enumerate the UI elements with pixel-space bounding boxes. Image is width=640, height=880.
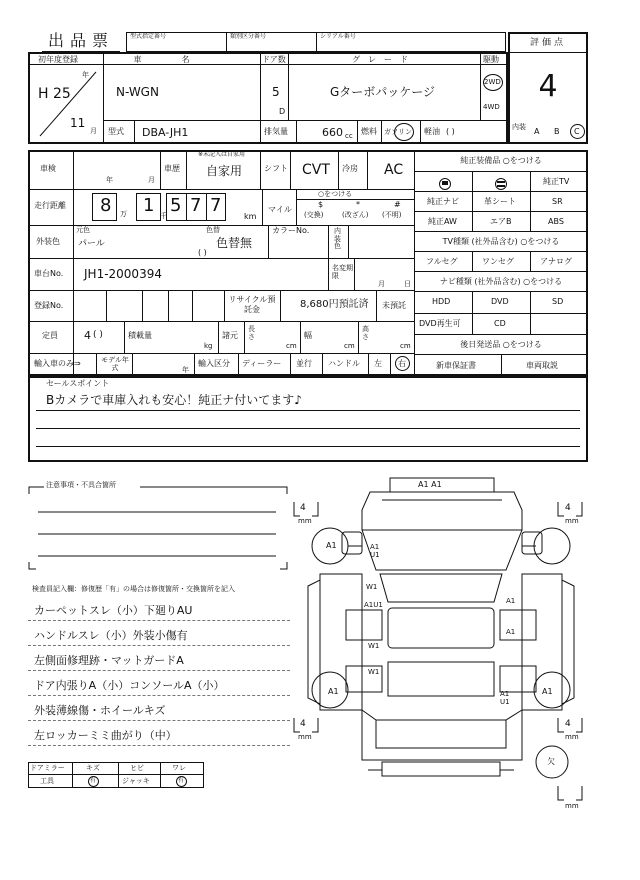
model-year-suffix: 年 — [182, 366, 189, 374]
equip-genuine-tv: 純正TV — [543, 177, 570, 186]
doors-label: ドア数 — [262, 55, 286, 64]
mileage-sen: 千 — [160, 212, 167, 220]
jack-value: 有 — [178, 777, 185, 784]
tamper-label: (改ざん) — [342, 211, 369, 219]
month-suffix: 月 — [90, 127, 97, 135]
fuel-bracket: ( ) — [446, 127, 455, 136]
damage-front-left-wheel: A1 — [326, 541, 337, 550]
tire-front-left-mm: mm — [298, 517, 312, 525]
grade: Gターボパッケージ — [330, 85, 436, 99]
tire-front-left: 4 — [300, 503, 306, 513]
doors: 5 — [272, 85, 280, 99]
cooler: AC — [384, 162, 404, 178]
inspection-year: 年 — [106, 176, 113, 184]
car-damage-diagram — [290, 470, 590, 830]
original-color-label: 元色 — [76, 226, 90, 234]
interior-b: B — [554, 127, 560, 136]
tools-header-break: ワレ — [172, 764, 186, 772]
original-color: パール — [78, 239, 105, 249]
equip-aw: 純正AW — [428, 217, 457, 226]
damage-top: A1 A1 — [418, 480, 442, 489]
history-note: ※未記入は自家用 — [198, 151, 246, 158]
tamper-mark: * — [356, 200, 360, 209]
category-number-label: 類別区分番号 — [230, 33, 267, 40]
tools-header-scratch: キズ — [86, 764, 100, 772]
interior-a: A — [534, 127, 540, 136]
equip-abs: ABS — [548, 217, 564, 226]
sales-point-text: Bカメラで車庫入れも安心！純正ナ付いてます♪ — [46, 393, 302, 407]
mileage-digit: 7 — [210, 195, 222, 216]
tools-value: 有 — [90, 777, 97, 784]
damage-w1-a: W1 — [366, 583, 378, 591]
damage-front-left: A1 U1 — [370, 543, 380, 560]
capacity-bracket: ( ) — [93, 330, 103, 340]
tire-rear-left-mm: mm — [298, 733, 312, 741]
tire-rear-left: 4 — [300, 719, 306, 729]
swap-mark: $ — [318, 200, 324, 209]
chassis-label: 車台No. — [34, 269, 64, 278]
tv-label: TV種類 (社外品含む) ○をつける — [442, 237, 560, 246]
tv-analog: アナログ — [540, 257, 572, 266]
recycle-amount: 8,680円預託済 — [300, 299, 369, 310]
inspector-line: ハンドルスレ（小）外装小傷有 — [34, 629, 188, 642]
roof-rail-icon — [494, 175, 508, 194]
navi-hdd: HDD — [432, 297, 451, 306]
grade-label: グレード — [352, 55, 416, 64]
height-label: 高さ — [362, 325, 369, 341]
inspection-month: 月 — [148, 176, 155, 184]
color-bracket: ( ) — [198, 248, 207, 257]
inspection-label: 車検 — [40, 164, 56, 173]
reg-no-label: 登録No. — [34, 301, 64, 310]
mileage-digit: 7 — [190, 195, 202, 216]
page-title: 出品票 — [48, 31, 115, 50]
later-label: 後日発送品 ○をつける — [460, 340, 542, 349]
first-reg-year: H 25 — [38, 86, 71, 102]
inspector-line: 外装薄線傷・ホイールキズ — [34, 704, 166, 717]
damage-w1-b: W1 — [368, 642, 380, 650]
navi-dvd: DVD — [491, 297, 509, 306]
history: 自家用 — [206, 164, 243, 178]
drive-label: 駆動 — [483, 55, 499, 64]
mileage-man: 万 — [120, 210, 127, 218]
damage-a1u1: A1U1 — [364, 601, 383, 609]
score-value: 4 — [538, 69, 558, 104]
drive-2wd: 2WD — [484, 78, 501, 86]
equip-genuine-navi: 純正ナビ — [427, 197, 459, 206]
jack-label: ジャッキ — [122, 777, 150, 785]
damage-right-rear-door: A1 — [506, 628, 516, 636]
fuel-gas: ガソリン — [384, 128, 412, 136]
navi-label: ナビ種類 (社外品含む) ○をつける — [439, 277, 563, 286]
inspector-line: 左側面修理跡・マットガードA — [34, 654, 184, 667]
exterior-color-label: 外装色 — [36, 237, 60, 246]
parallel-label: 並行 — [296, 359, 312, 368]
width-label: 幅 — [304, 331, 312, 340]
tire-front-right: 4 — [565, 503, 571, 513]
name-change-month: 月 — [378, 280, 385, 288]
mileage-digit: 8 — [100, 195, 112, 216]
history-label: 車歴 — [164, 164, 180, 173]
first-reg-month: 11 — [70, 116, 86, 130]
fuel-light: 軽油 — [424, 127, 440, 136]
damage-rear-left-wheel: A1 — [328, 687, 339, 696]
mileage-digit: 1 — [143, 195, 155, 216]
unknown-mark: # — [394, 200, 401, 209]
name-change-label: 名変期限 — [332, 264, 353, 281]
tire-rear-right-mm: mm — [565, 733, 579, 741]
km-unit: km — [244, 212, 257, 221]
load-label: 積載量 — [128, 331, 152, 340]
model-year-label: モデル年式 — [101, 356, 129, 373]
tv-oneseg: ワンセグ — [482, 257, 514, 266]
shift-label: シフト — [264, 164, 288, 173]
color-code-label: 色替 — [206, 226, 220, 234]
interior-label: 内装 — [512, 123, 526, 131]
cc-unit: cc — [345, 132, 353, 140]
tire-rear-right: 4 — [565, 719, 571, 729]
model-label: 型式 — [108, 127, 124, 136]
car-name: N-WGN — [116, 85, 159, 99]
dealer-label: ディーラー — [242, 359, 282, 368]
dims-label: 諸元 — [222, 331, 238, 340]
later-manual: 車両取説 — [526, 361, 558, 370]
doors-sub: D — [279, 107, 286, 116]
inspector-line: カーペットスレ（小）下廻りAU — [34, 604, 193, 617]
inspector-line: 左ロッカーミミ曲がり（中） — [34, 729, 177, 742]
damage-rear-right-wheel: A1 — [542, 687, 553, 696]
damage-w1-c: W1 — [368, 668, 380, 676]
width-cm: cm — [344, 342, 355, 350]
displacement: 660 — [322, 126, 343, 139]
drive-4wd: 4WD — [483, 103, 500, 111]
model: DBA-JH1 — [142, 126, 189, 139]
load-kg: kg — [204, 342, 213, 350]
name-change-day: 日 — [404, 280, 411, 288]
cooler-label: 冷房 — [342, 164, 358, 173]
recycle-label: リサイクル預託金 — [228, 295, 276, 314]
sunroof-icon — [438, 175, 452, 194]
interior-c: C — [574, 127, 580, 136]
later-warranty: 新車保証書 — [436, 361, 476, 370]
tools-label: 工具 — [40, 777, 54, 785]
first-reg-label: 初年度登録 — [38, 55, 78, 64]
mile-label: マイル — [268, 205, 292, 214]
import-label: 輸入車のみ⇒ — [34, 359, 81, 368]
notes-label: 注意事項・不具合箇所 — [46, 481, 116, 489]
length-cm: cm — [286, 342, 297, 350]
swap-label: (交換) — [304, 211, 324, 219]
style-number-label: 型式指定番号 — [130, 33, 167, 40]
equip-leather: 革シート — [484, 197, 516, 206]
navi-cd: CD — [494, 319, 506, 328]
length-label: 長さ — [248, 325, 255, 341]
capacity-label: 定員 — [42, 331, 58, 340]
equip-sr: SR — [552, 197, 563, 206]
inspector-label: 検査員記入欄：修復歴「有」の場合は修復箇所・交換箇所を記入 — [32, 585, 235, 593]
interior-color-label: 内装色 — [334, 227, 341, 251]
damage-rear-right: A1 U1 — [500, 690, 510, 707]
inspector-line: ドア内張りA（小）コンソールA（小） — [34, 679, 225, 692]
car-name-label: 車名 — [133, 55, 230, 64]
chassis-number: JH1-2000394 — [84, 267, 162, 281]
unknown-label: (不明) — [382, 211, 402, 219]
sales-point-section — [28, 376, 588, 462]
capacity: 4 — [84, 329, 91, 342]
left-label: 左 — [374, 359, 382, 368]
color-change: 色替無 — [216, 236, 253, 250]
equip-airbag: エアB — [490, 217, 512, 226]
tire-front-right-mm: mm — [565, 517, 579, 525]
color-no-label: カラーNo. — [272, 226, 310, 235]
genuine-label: 純正装備品 ○をつける — [460, 156, 542, 165]
displacement-label: 排気量 — [264, 127, 288, 136]
sales-point-label: セールスポイント — [46, 379, 110, 388]
spare-mm: mm — [565, 802, 579, 810]
handle-label: ハンドル — [328, 359, 360, 368]
spare-tire-status: 欠 — [547, 757, 555, 766]
right-label: 右 — [398, 359, 406, 368]
fuel-label: 燃料 — [361, 127, 377, 136]
height-cm: cm — [400, 342, 411, 350]
notes-box — [28, 486, 288, 570]
navi-dvd-play: DVD再生可 — [419, 319, 461, 328]
year-suffix: 年 — [82, 71, 89, 79]
import-type-label: 輸入区分 — [198, 359, 230, 368]
tv-fullseg: フルセグ — [426, 257, 458, 266]
mark-note: ○をつける — [318, 190, 353, 198]
damage-right-front-door: A1 — [506, 597, 516, 605]
tools-header-crack: ヒビ — [130, 764, 144, 772]
tools-header-mirror: ドアミラー — [30, 764, 65, 772]
serial-number-label: シリアル番号 — [320, 33, 356, 40]
shift: CVT — [302, 162, 330, 178]
navi-sd: SD — [552, 297, 564, 306]
score-label: 評価点 — [529, 38, 566, 48]
mileage-digit: 5 — [170, 195, 182, 216]
recycle-status: 未預託 — [382, 301, 406, 310]
mileage-label: 走行距離 — [34, 201, 66, 210]
